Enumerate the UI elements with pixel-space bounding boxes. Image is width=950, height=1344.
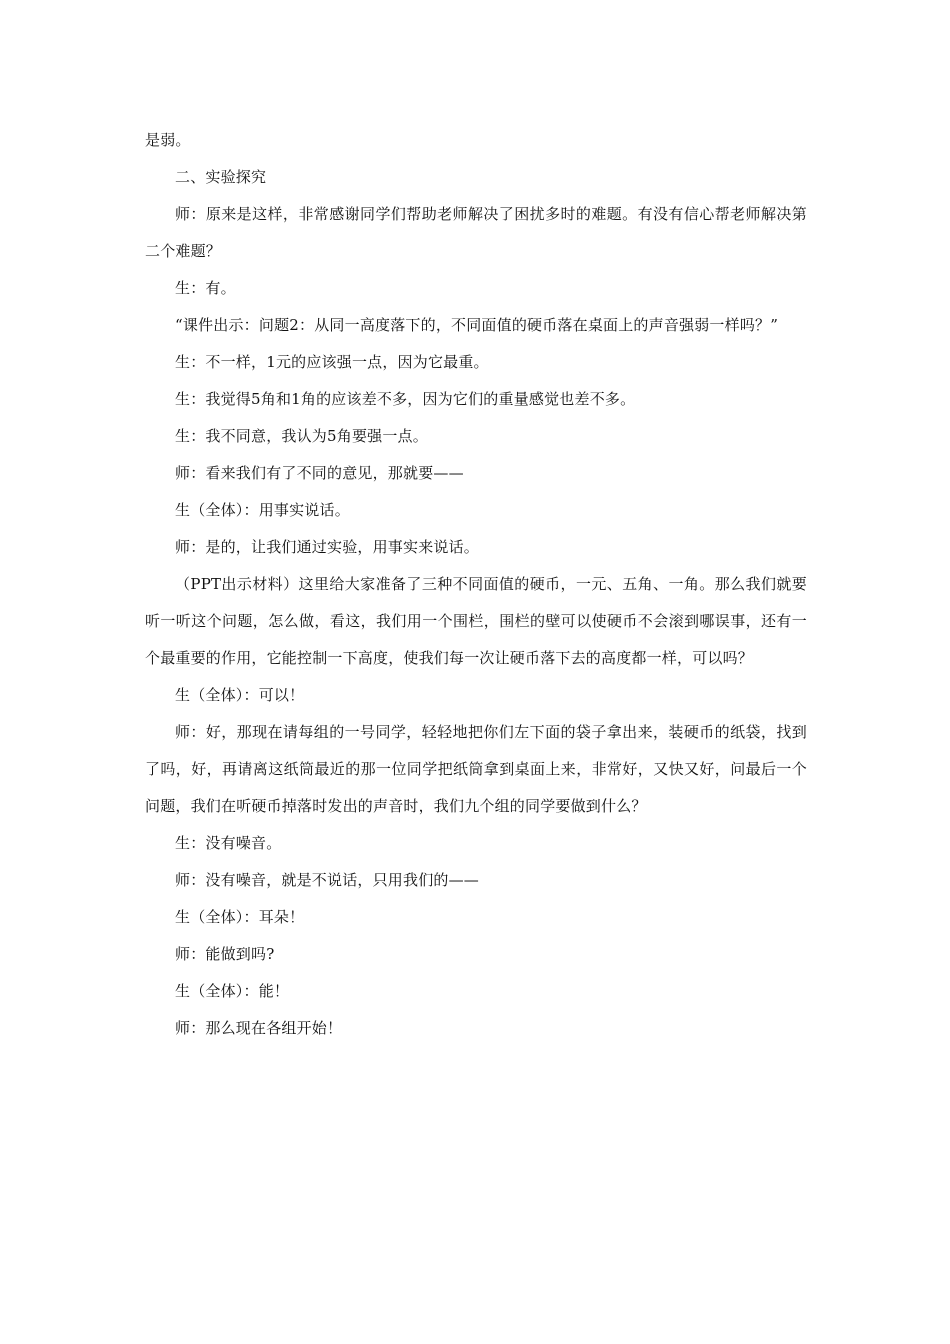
paragraph: 生（全体）：用事实说话。 <box>175 501 350 519</box>
paragraph: 师：好，那现在请每组的一号同学，轻轻地把你们左下面的袋子拿出来，装硬币的纸袋，找到了吗，好，再请离这纸筒最近的那一位同学把纸筒拿到桌面上来，非常好，又快又好，问最后一个问题，我们在听硬币掉落时发出的声音时，我们九个组的同学要做到什么？ <box>145 723 807 815</box>
paragraph: 师：没有噪音，就是不说话，只用我们的—— <box>175 871 480 889</box>
paragraph: 师：原来是这样，非常感谢同学们帮助老师解决了困扰多时的难题。有没有信心帮老师解决第二个难题？ <box>145 205 807 260</box>
paragraph: 生：我觉得5角和1角的应该差不多，因为它们的重量感觉也差不多。 <box>175 390 636 408</box>
paragraph: 生：我不同意，我认为5角要强一点。 <box>175 427 428 445</box>
paragraph: 生（全体）：能！ <box>175 982 290 1000</box>
document-body <box>145 122 807 1047</box>
paragraph: 师：是的，让我们通过实验，用事实来说话。 <box>175 538 480 556</box>
paragraph: 师：能做到吗? <box>175 945 275 963</box>
paragraph: 师：那么现在各组开始！ <box>175 1019 343 1037</box>
paragraph: （PPT出示材料）这里给大家准备了三种不同面值的硬币，一元、五角、一角。那么我们就要听一听这个问题，怎么做，看这，我们用一个围栏，围栏的壁可以使硬币不会滚到哪误事，还有一个最重要的作用，它能控制一下高度，使我们每一次让硬币落下去的高度都一样，可以吗？ <box>145 575 807 667</box>
paragraph-continuation: 是弱。 <box>145 131 191 149</box>
paragraph: 生：不一样，1元的应该强一点，因为它最重。 <box>175 353 489 371</box>
paragraph: 生（全体）：耳朵！ <box>175 908 305 926</box>
paragraph: 师：看来我们有了不同的意见，那就要—— <box>175 464 464 482</box>
section-heading: 二、实验探究 <box>175 168 267 186</box>
paragraph: “课件出示：问题2：从同一高度落下的，不同面值的硬币落在桌面上的声音强弱一样吗？” <box>175 316 779 334</box>
paragraph: 生：没有噪音。 <box>175 834 282 852</box>
paragraph: 生（全体）：可以！ <box>175 686 305 704</box>
paragraph: 生：有。 <box>175 279 236 297</box>
